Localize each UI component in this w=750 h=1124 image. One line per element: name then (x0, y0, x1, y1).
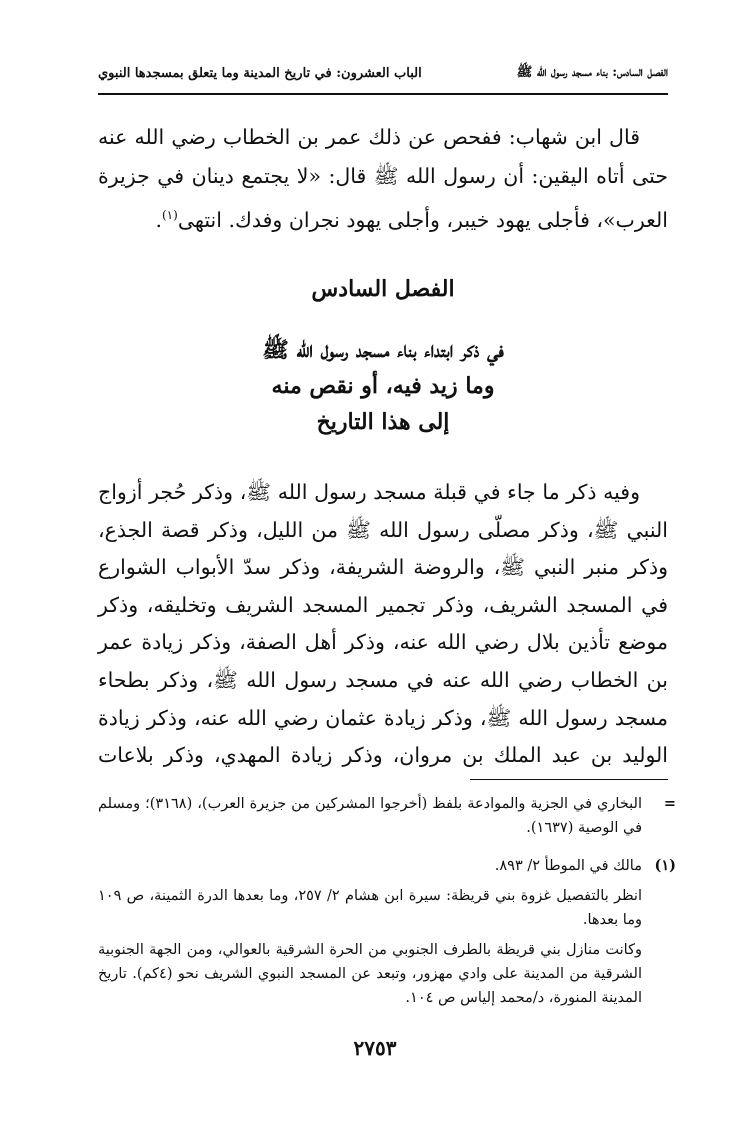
opening-paragraph-text: قال ابن شهاب: ففحص عن ذلك عمر بن الخطاب رضي الله عنه حتى أتاه اليقين: أن رسول الله ﷺ قال: «لا يجتمع دينان في جزيرة العرب»، فأجلى يهود خيبر، وأجلى يهود نجران وفدك. انتهى (98, 125, 668, 232)
running-head (98, 62, 668, 84)
subtitle-line: وما زيد فيه، أو نقص منه (271, 373, 495, 399)
footnote-text: انظر بالتفصيل غزوة بني قريظة: سيرة ابن هشام ٢/ ٢٥٧، وما بعدها الدرة الثمينة، ص ١٠٩ وما بعدها. (98, 888, 642, 928)
footnote-text: وكانت منازل بني قريظة بالطرف الجنوبي من الحرة الشرقية بالعوالي، ومن الجهة الجنوبية الشرقية من المدينة على وادي مهزور، وتبعد عن المسجد النبوي الشريف نحو (٤كم). تاريخ المدينة المنورة، د/محمد إلياس ص ١٠٤. (98, 942, 642, 1006)
header-rule (98, 93, 668, 95)
footnote-reference[interactable]: (١) (161, 208, 178, 222)
footnote-text: البخاري في الجزية والموادعة بلفظ (أخرجوا المشركين من جزيرة العرب)، (٣١٦٨)؛ ومسلم في الوصية (١٦٣٧). (98, 796, 643, 836)
footnote-marker: = (663, 795, 676, 812)
footnote-marker: (١) (654, 857, 676, 874)
subtitle-line: في ذكر ابتداء بناء مسجد رسول الله ﷺ (262, 337, 504, 363)
footnotes (98, 792, 676, 1024)
footnote-body (98, 854, 642, 1016)
footnote-text: مالك في الموطأ ٢/ ٨٩٣. (494, 858, 642, 874)
chapter-title: الفصل السادس (311, 276, 455, 302)
section-paragraph (98, 474, 668, 775)
footnote (98, 854, 676, 1016)
running-head-chapter: الفصل السادس: بناء مسجد رسول الله ﷺ (516, 64, 668, 80)
footnote-separator (470, 779, 668, 780)
page-number: ٢٧٥٣ (353, 1036, 397, 1060)
section-paragraph-text: وفيه ذكر ما جاء في قبلة مسجد رسول الله ﷺ، وذكر حُجر أزواج النبي ﷺ، وذكر مصلّى رسول الله ﷺ من الليل، وذكر قصة الجذع، وذكر منبر النبي ﷺ، والروضة الشريفة، وذكر سدّ الأبواب الشوارع في المسجد الشريف، وذكر تجمير المسجد الشريف وتخليقه، وذكر موضع تأذين بلال رضي الله عنه، وذكر أهل الصفة، وذكر زيادة عمر بن الخطاب رضي الله عنه في مسجد رسول الله ﷺ، وذكر بطحاء مسجد رسول الله ﷺ، وذكر زيادة عثمان رضي الله عنه، وذكر زيادة الوليد بن عبد الملك بن مروان، وذكر زيادة المهدي، وذكر بلاعات (98, 480, 668, 768)
opening-paragraph (98, 118, 668, 240)
footnote (98, 792, 676, 846)
footnote-body (98, 792, 642, 846)
opening-paragraph-end: . (155, 207, 162, 232)
chapter-subtitle (98, 332, 668, 440)
running-head-part: الباب العشرون: في تاريخ المدينة وما يتعلق بمسجدها النبوي (98, 65, 422, 81)
subtitle-line: إلى هذا التاريخ (316, 409, 450, 435)
